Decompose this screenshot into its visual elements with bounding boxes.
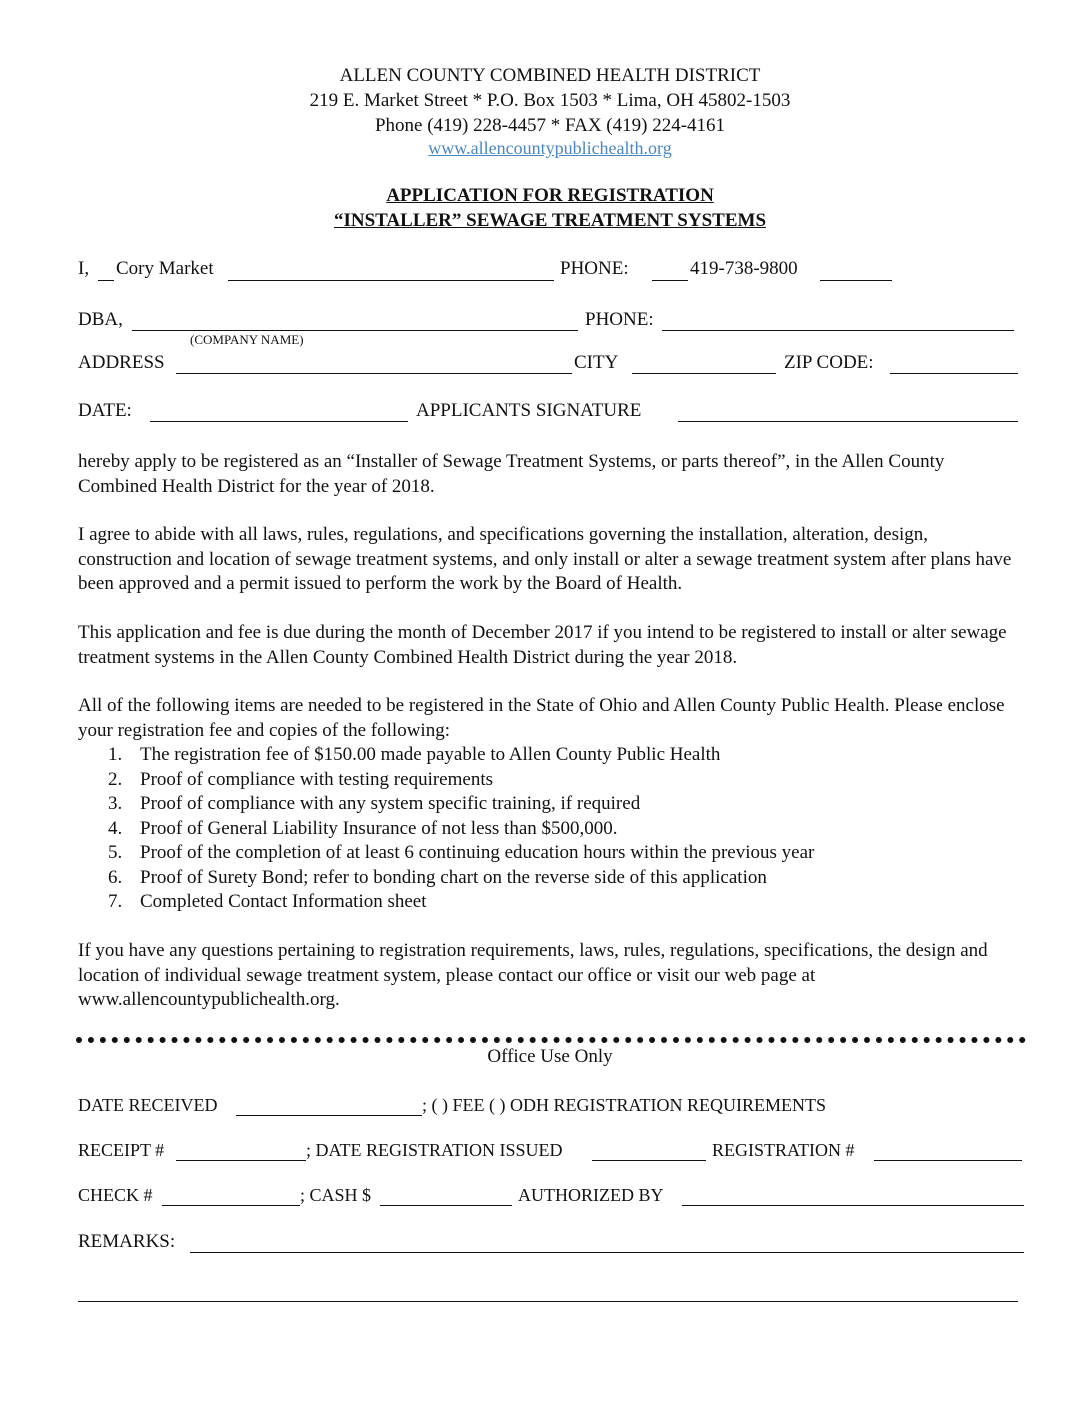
name-underline [228,280,554,281]
remarks-field-line2[interactable] [78,1301,1018,1302]
dba-field[interactable] [132,330,578,331]
list-item-number: 2. [108,768,123,790]
date-field[interactable] [150,421,408,422]
authorized-by-field[interactable] [682,1205,1024,1206]
applicant-name-field[interactable]: Cory Market [116,258,214,279]
list-item-text: Proof of compliance with testing requirements [140,768,493,790]
form-title-line2: “INSTALLER” SEWAGE TREATMENT SYSTEMS [333,210,767,231]
org-address: 219 E. Market Street * P.O. Box 1503 * Lima, OH 45802-1503 [309,90,791,111]
list-item-text: Proof of the completion of at least 6 continuing education hours within the previous year [140,842,815,863]
office-separator [76,1037,1026,1043]
date-label: DATE: [78,400,132,421]
fee-requirements-label: ; ( ) FEE ( ) ODH REGISTRATION REQUIREMENTS [422,1095,826,1115]
list-item [108,743,814,768]
list-item [108,866,814,891]
list-item-text: Proof of compliance with any system specific training, if required [140,793,641,814]
signature-label: APPLICANTS SIGNATURE [416,400,642,421]
registration-number-label: REGISTRATION # [712,1140,855,1160]
list-item [108,817,814,842]
address-field[interactable] [176,373,572,374]
signature-field[interactable] [678,421,1018,422]
date-received-field[interactable] [236,1115,422,1116]
office-heading: Office Use Only [487,1046,613,1067]
list-item-text: Completed Contact Information sheet [140,891,427,912]
list-item-number: 7. [108,891,123,912]
paragraph-requirements: All of the following items are needed to be registered in the State of Ohio and Allen County Public Health. Please enclose your registration fee and copies of the following: [78,695,1005,741]
check-field[interactable] [162,1205,300,1206]
list-item-text: The registration fee of $150.00 made payable to Allen County Public Health [140,744,721,765]
cash-field[interactable] [380,1205,512,1206]
date-issued-label: ; DATE REGISTRATION ISSUED [306,1140,563,1160]
company-name-caption: (COMPANY NAME) [190,332,304,347]
i-label: I, [78,258,90,279]
paragraph-agree: I agree to abide with all laws, rules, regulations, and specifications governing the installation, alteration, design, construction and location of sewage treatment systems, and only install or alter a sewage treatment system after plans have been approved and a permit issued to perform the work by the Board of Health. [78,524,1012,594]
requirements-list [108,743,814,915]
form-title-line1: APPLICATION FOR REGISTRATION [386,185,714,206]
paragraph-apply: hereby apply to be registered as an “Installer of Sewage Treatment Systems, or parts thereof”, in the Allen County Combined Health District for the year of 2018. [78,451,945,497]
registration-number-field[interactable] [874,1160,1022,1161]
list-item-text: Proof of General Liability Insurance of not less than $500,000. [140,817,618,839]
phone-field[interactable]: 419-738-9800 [690,258,798,279]
paragraph-questions: If you have any questions pertaining to registration requirements, laws, rules, regulations, specifications, the design and location of individual sewage treatment system, please contact our office or visit our web page at www.allencountypublichealth.org. [78,940,988,1010]
phone-underline [820,280,892,281]
name-underline-lead [98,280,114,281]
list-item [108,890,814,915]
cash-label: ; CASH $ [300,1185,372,1205]
phone2-label: PHONE: [585,309,654,330]
zip-label: ZIP CODE: [784,352,874,373]
list-item-text: Proof of Surety Bond; refer to bonding chart on the reverse side of this application [140,866,767,888]
list-item-number: 3. [108,793,123,814]
remarks-label: REMARKS: [78,1231,176,1252]
authorized-by-label: AUTHORIZED BY [518,1185,664,1205]
list-item [108,768,814,793]
city-field[interactable] [632,373,776,374]
phone2-field[interactable] [662,330,1014,331]
list-item-number: 4. [108,817,123,839]
list-item [108,792,814,817]
dba-label: DBA, [78,309,123,330]
org-name: ALLEN COUNTY COMBINED HEALTH DISTRICT [339,65,761,86]
list-item [108,841,814,866]
website-link[interactable]: www.allencountypublichealth.org [428,138,672,158]
phone-label: PHONE: [560,258,629,279]
phone-underline-lead [652,280,688,281]
zip-field[interactable] [890,373,1018,374]
city-label: CITY [574,352,619,373]
list-item-number: 5. [108,842,123,863]
list-item-number: 6. [108,866,123,888]
check-label: CHECK # [78,1185,153,1205]
paragraph-due: This application and fee is due during the month of December 2017 if you intend to be registered to install or alter sewage treatment systems in the Allen County Combined Health District during the year 2018. [78,622,1007,668]
receipt-label: RECEIPT # [78,1140,165,1160]
receipt-field[interactable] [176,1160,306,1161]
remarks-field[interactable] [190,1252,1024,1253]
date-received-label: DATE RECEIVED [78,1095,218,1115]
address-label: ADDRESS [78,352,165,373]
date-issued-field[interactable] [592,1160,706,1161]
org-phone-fax: Phone (419) 228-4457 * FAX (419) 224-4161 [374,115,726,136]
list-item-number: 1. [108,744,123,765]
